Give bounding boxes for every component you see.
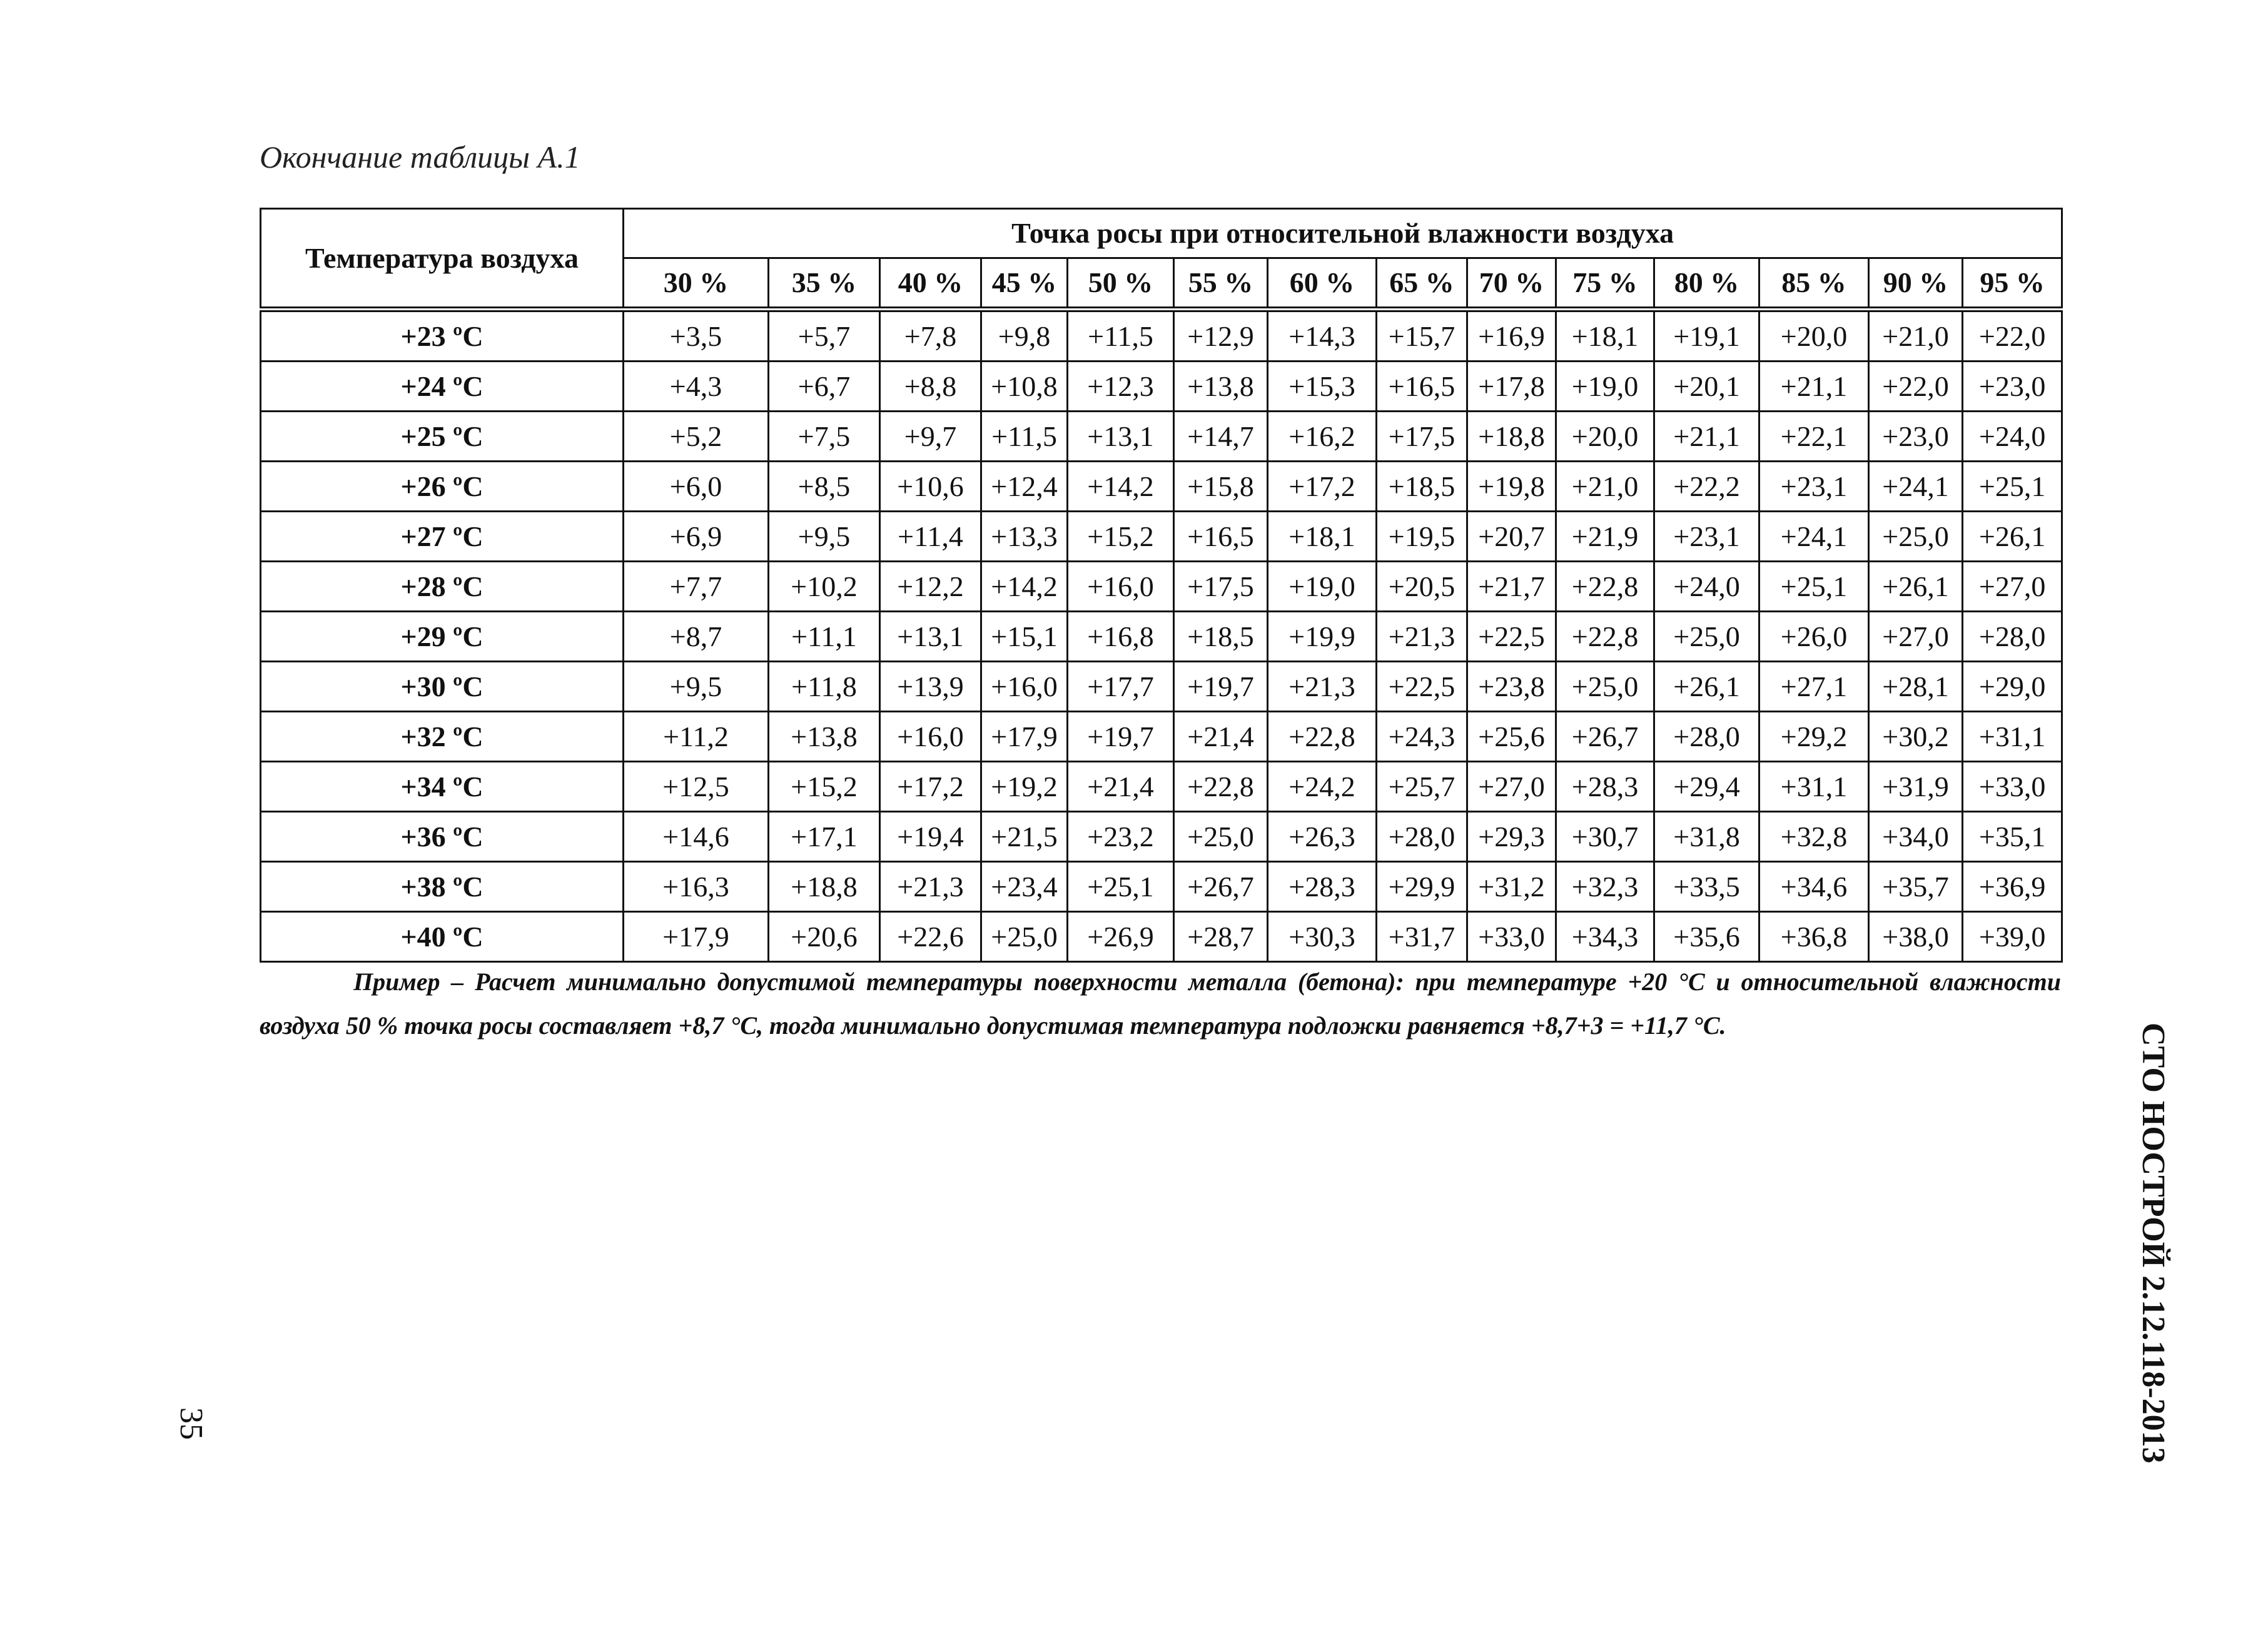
dew-point-cell: +38,0 (1869, 912, 1963, 962)
dew-point-cell: +6,0 (624, 462, 769, 512)
dew-point-cell: +33,5 (1654, 862, 1759, 912)
dew-point-cell: +20,7 (1467, 512, 1556, 562)
dew-point-cell: +27,0 (1963, 562, 2062, 612)
standard-code: СТО НОСТРОЙ 2.12.118-2013 (2135, 1023, 2171, 1464)
air-temperature-cell: +40 ºС (261, 912, 624, 962)
dew-point-cell: +13,1 (880, 612, 981, 662)
dew-point-cell: +13,3 (981, 512, 1068, 562)
dew-point-cell: +15,3 (1268, 362, 1377, 412)
dew-point-cell: +14,2 (981, 562, 1068, 612)
dew-point-cell: +28,0 (1377, 812, 1467, 862)
dew-point-cell: +18,5 (1377, 462, 1467, 512)
dew-point-cell: +22,5 (1467, 612, 1556, 662)
air-temperature-cell: +24 ºС (261, 362, 624, 412)
dew-point-cell: +29,9 (1377, 862, 1467, 912)
table-continuation-caption: Окончание таблицы А.1 (260, 139, 580, 175)
dew-point-cell: +19,4 (880, 812, 981, 862)
dew-point-cell: +35,6 (1654, 912, 1759, 962)
dew-point-cell: +21,4 (1174, 712, 1268, 762)
dew-point-cell: +36,9 (1963, 862, 2062, 912)
dew-point-cell: +22,5 (1377, 662, 1467, 712)
dew-point-cell: +17,5 (1377, 412, 1467, 462)
dew-point-cell: +11,4 (880, 512, 981, 562)
dew-point-cell: +23,8 (1467, 662, 1556, 712)
dew-point-cell: +10,2 (769, 562, 880, 612)
dew-point-cell: +16,3 (624, 862, 769, 912)
air-temperature-header: Температура воздуха (261, 209, 624, 310)
dew-point-cell: +11,5 (981, 412, 1068, 462)
dew-point-cell: +21,3 (880, 862, 981, 912)
dew-point-cell: +22,8 (1556, 612, 1654, 662)
dew-point-cell: +19,5 (1377, 512, 1467, 562)
humidity-column-header: 60 % (1268, 258, 1377, 310)
dew-point-cell: +5,7 (769, 310, 880, 362)
dew-point-cell: +28,3 (1268, 862, 1377, 912)
humidity-column-header: 45 % (981, 258, 1068, 310)
dew-point-cell: +13,8 (769, 712, 880, 762)
dew-point-group-header: Точка росы при относительной влажности воздуха (624, 209, 2062, 258)
dew-point-cell: +24,1 (1869, 462, 1963, 512)
dew-point-cell: +26,0 (1759, 612, 1869, 662)
dew-point-cell: +29,3 (1467, 812, 1556, 862)
dew-point-cell: +13,1 (1068, 412, 1174, 462)
dew-point-cell: +13,8 (1174, 362, 1268, 412)
dew-point-cell: +17,1 (769, 812, 880, 862)
dew-point-cell: +17,8 (1467, 362, 1556, 412)
dew-point-cell: +22,0 (1963, 310, 2062, 362)
dew-point-cell: +22,0 (1869, 362, 1963, 412)
air-temperature-cell: +27 ºС (261, 512, 624, 562)
dew-point-cell: +34,3 (1556, 912, 1654, 962)
dew-point-cell: +22,1 (1759, 412, 1869, 462)
dew-point-cell: +15,2 (1068, 512, 1174, 562)
dew-point-cell: +17,2 (1268, 462, 1377, 512)
humidity-column-header: 55 % (1174, 258, 1268, 310)
dew-point-cell: +7,8 (880, 310, 981, 362)
dew-point-cell: +29,4 (1654, 762, 1759, 812)
dew-point-cell: +19,0 (1268, 562, 1377, 612)
air-temperature-cell: +36 ºС (261, 812, 624, 862)
dew-point-cell: +21,0 (1556, 462, 1654, 512)
dew-point-cell: +33,0 (1963, 762, 2062, 812)
dew-point-cell: +17,5 (1174, 562, 1268, 612)
dew-point-cell: +19,2 (981, 762, 1068, 812)
dew-point-cell: +22,6 (880, 912, 981, 962)
dew-point-cell: +11,5 (1068, 310, 1174, 362)
dew-point-cell: +24,2 (1268, 762, 1377, 812)
dew-point-cell: +8,5 (769, 462, 880, 512)
dew-point-cell: +14,7 (1174, 412, 1268, 462)
dew-point-cell: +23,4 (981, 862, 1068, 912)
dew-point-cell: +25,7 (1377, 762, 1467, 812)
dew-point-cell: +31,7 (1377, 912, 1467, 962)
dew-point-cell: +35,1 (1963, 812, 2062, 862)
dew-point-cell: +16,9 (1467, 310, 1556, 362)
dew-point-cell: +34,0 (1869, 812, 1963, 862)
dew-point-cell: +30,3 (1268, 912, 1377, 962)
humidity-column-header: 80 % (1654, 258, 1759, 310)
table-row (261, 362, 2062, 412)
dew-point-cell: +27,0 (1869, 612, 1963, 662)
dew-point-cell: +18,1 (1268, 512, 1377, 562)
dew-point-cell: +5,2 (624, 412, 769, 462)
table-row (261, 662, 2062, 712)
dew-point-cell: +21,4 (1068, 762, 1174, 812)
dew-point-cell: +9,5 (769, 512, 880, 562)
dew-point-cell: +21,3 (1268, 662, 1377, 712)
dew-point-cell: +25,0 (1174, 812, 1268, 862)
dew-point-cell: +27,0 (1467, 762, 1556, 812)
dew-point-cell: +26,1 (1654, 662, 1759, 712)
dew-point-cell: +13,9 (880, 662, 981, 712)
dew-point-cell: +25,0 (1869, 512, 1963, 562)
dew-point-cell: +36,8 (1759, 912, 1869, 962)
dew-point-cell: +39,0 (1963, 912, 2062, 962)
dew-point-cell: +6,7 (769, 362, 880, 412)
dew-point-cell: +12,2 (880, 562, 981, 612)
dew-point-cell: +31,9 (1869, 762, 1963, 812)
dew-point-cell: +3,5 (624, 310, 769, 362)
dew-point-cell: +30,2 (1869, 712, 1963, 762)
dew-point-cell: +22,2 (1654, 462, 1759, 512)
dew-point-cell: +12,3 (1068, 362, 1174, 412)
dew-point-cell: +15,7 (1377, 310, 1467, 362)
table-body (261, 310, 2062, 962)
dew-point-cell: +31,1 (1759, 762, 1869, 812)
dew-point-cell: +15,2 (769, 762, 880, 812)
dew-point-cell: +14,6 (624, 812, 769, 862)
dew-point-cell: +23,0 (1869, 412, 1963, 462)
humidity-column-header: 30 % (624, 258, 769, 310)
dew-point-cell: +11,1 (769, 612, 880, 662)
dew-point-cell: +19,1 (1654, 310, 1759, 362)
dew-point-cell: +21,9 (1556, 512, 1654, 562)
dew-point-cell: +14,3 (1268, 310, 1377, 362)
table-row (261, 912, 2062, 962)
dew-point-cell: +25,0 (1654, 612, 1759, 662)
air-temperature-cell: +28 ºС (261, 562, 624, 612)
dew-point-cell: +17,2 (880, 762, 981, 812)
dew-point-cell: +9,5 (624, 662, 769, 712)
air-temperature-cell: +29 ºС (261, 612, 624, 662)
dew-point-cell: +10,8 (981, 362, 1068, 412)
dew-point-cell: +16,8 (1068, 612, 1174, 662)
dew-point-cell: +25,1 (1068, 862, 1174, 912)
dew-point-cell: +17,9 (981, 712, 1068, 762)
table-row (261, 812, 2062, 862)
dew-point-cell: +26,1 (1869, 562, 1963, 612)
dew-point-cell: +33,0 (1467, 912, 1556, 962)
humidity-column-header: 90 % (1869, 258, 1963, 310)
dew-point-cell: +16,0 (880, 712, 981, 762)
dew-point-cell: +28,1 (1869, 662, 1963, 712)
dew-point-cell: +15,1 (981, 612, 1068, 662)
humidity-column-header: 50 % (1068, 258, 1174, 310)
dew-point-cell: +28,0 (1963, 612, 2062, 662)
dew-point-cell: +29,2 (1759, 712, 1869, 762)
dew-point-cell: +17,9 (624, 912, 769, 962)
dew-point-cell: +26,1 (1963, 512, 2062, 562)
air-temperature-cell: +38 ºС (261, 862, 624, 912)
dew-point-cell: +25,0 (981, 912, 1068, 962)
dew-point-cell: +12,5 (624, 762, 769, 812)
dew-point-cell: +22,8 (1556, 562, 1654, 612)
dew-point-cell: +20,5 (1377, 562, 1467, 612)
dew-point-cell: +24,0 (1963, 412, 2062, 462)
dew-point-cell: +24,1 (1759, 512, 1869, 562)
dew-point-cell: +12,9 (1174, 310, 1268, 362)
humidity-column-header: 65 % (1377, 258, 1467, 310)
dew-point-cell: +21,0 (1869, 310, 1963, 362)
example-note: Пример – Расчет минимально допустимой температуры поверхности металла (бетона): при температуре +20 °С и относительной влажности воздуха 50 % точка росы составляет +8,7 °С, тогда минимально допустимая температура подложки равняется +8,7+3 = +11,7 °С. (260, 968, 2061, 1040)
dew-point-cell: +25,1 (1963, 462, 2062, 512)
dew-point-cell: +35,7 (1869, 862, 1963, 912)
dew-point-cell: +24,0 (1654, 562, 1759, 612)
table-row (261, 310, 2062, 362)
dew-point-cell: +26,7 (1556, 712, 1654, 762)
table-row (261, 462, 2062, 512)
dew-point-cell: +22,8 (1174, 762, 1268, 812)
air-temperature-cell: +25 ºС (261, 412, 624, 462)
dew-point-cell: +10,6 (880, 462, 981, 512)
air-temperature-cell: +23 ºС (261, 310, 624, 362)
dew-point-cell: +7,7 (624, 562, 769, 612)
air-temperature-cell: +26 ºС (261, 462, 624, 512)
dew-point-cell: +21,1 (1654, 412, 1759, 462)
dew-point-cell: +11,8 (769, 662, 880, 712)
humidity-column-header: 85 % (1759, 258, 1869, 310)
dew-point-cell: +25,6 (1467, 712, 1556, 762)
dew-point-cell: +19,8 (1467, 462, 1556, 512)
dew-point-cell: +12,4 (981, 462, 1068, 512)
dew-point-cell: +29,0 (1963, 662, 2062, 712)
dew-point-cell: +32,3 (1556, 862, 1654, 912)
dew-point-cell: +6,9 (624, 512, 769, 562)
dew-point-cell: +31,1 (1963, 712, 2062, 762)
air-temperature-cell: +30 ºС (261, 662, 624, 712)
air-temperature-cell: +32 ºС (261, 712, 624, 762)
dew-point-cell: +31,8 (1654, 812, 1759, 862)
table-row (261, 762, 2062, 812)
dew-point-cell: +23,0 (1963, 362, 2062, 412)
dew-point-cell: +17,7 (1068, 662, 1174, 712)
dew-point-cell: +30,7 (1556, 812, 1654, 862)
dew-point-cell: +23,1 (1759, 462, 1869, 512)
dew-point-cell: +28,0 (1654, 712, 1759, 762)
dew-point-cell: +27,1 (1759, 662, 1869, 712)
humidity-column-header: 35 % (769, 258, 880, 310)
dew-point-cell: +16,5 (1377, 362, 1467, 412)
table-row (261, 412, 2062, 462)
dew-point-cell: +16,2 (1268, 412, 1377, 462)
dew-point-cell: +24,3 (1377, 712, 1467, 762)
dew-point-cell: +9,8 (981, 310, 1068, 362)
dew-point-cell: +19,7 (1068, 712, 1174, 762)
dew-point-cell: +28,3 (1556, 762, 1654, 812)
dew-point-cell: +21,3 (1377, 612, 1467, 662)
table-row (261, 612, 2062, 662)
dew-point-cell: +8,7 (624, 612, 769, 662)
dew-point-cell: +26,3 (1268, 812, 1377, 862)
dew-point-cell: +9,7 (880, 412, 981, 462)
dew-point-cell: +20,0 (1556, 412, 1654, 462)
dew-point-cell: +16,0 (1068, 562, 1174, 612)
dew-point-cell: +22,8 (1268, 712, 1377, 762)
table-row (261, 562, 2062, 612)
dew-point-cell: +4,3 (624, 362, 769, 412)
dew-point-cell: +8,8 (880, 362, 981, 412)
dew-point-cell: +23,2 (1068, 812, 1174, 862)
humidity-column-header: 95 % (1963, 258, 2062, 310)
dew-point-cell: +18,8 (769, 862, 880, 912)
dew-point-cell: +34,6 (1759, 862, 1869, 912)
dew-point-cell: +18,5 (1174, 612, 1268, 662)
humidity-column-header: 40 % (880, 258, 981, 310)
dew-point-cell: +18,1 (1556, 310, 1654, 362)
dew-point-cell: +19,9 (1268, 612, 1377, 662)
dew-point-cell: +21,5 (981, 812, 1068, 862)
dew-point-cell: +28,7 (1174, 912, 1268, 962)
dew-point-cell: +20,6 (769, 912, 880, 962)
dew-point-cell: +25,1 (1759, 562, 1869, 612)
dew-point-cell: +26,9 (1068, 912, 1174, 962)
air-temperature-cell: +34 ºС (261, 762, 624, 812)
dew-point-cell: +20,0 (1759, 310, 1869, 362)
dew-point-cell: +16,0 (981, 662, 1068, 712)
dew-point-cell: +18,8 (1467, 412, 1556, 462)
table-row (261, 712, 2062, 762)
dew-point-cell: +14,2 (1068, 462, 1174, 512)
dew-point-cell: +16,5 (1174, 512, 1268, 562)
humidity-column-header: 70 % (1467, 258, 1556, 310)
dew-point-cell: +19,0 (1556, 362, 1654, 412)
table-row (261, 512, 2062, 562)
dew-point-cell: +15,8 (1174, 462, 1268, 512)
dew-point-cell: +7,5 (769, 412, 880, 462)
dew-point-cell: +31,2 (1467, 862, 1556, 912)
dew-point-cell: +19,7 (1174, 662, 1268, 712)
dew-point-cell: +32,8 (1759, 812, 1869, 862)
dew-point-table (260, 208, 2063, 963)
dew-point-cell: +21,1 (1759, 362, 1869, 412)
page-number: 35 (173, 1407, 209, 1440)
dew-point-cell: +25,0 (1556, 662, 1654, 712)
dew-point-cell: +23,1 (1654, 512, 1759, 562)
table-row (261, 862, 2062, 912)
dew-point-cell: +26,7 (1174, 862, 1268, 912)
dew-point-cell: +11,2 (624, 712, 769, 762)
dew-point-cell: +21,7 (1467, 562, 1556, 612)
dew-point-cell: +20,1 (1654, 362, 1759, 412)
humidity-column-header: 75 % (1556, 258, 1654, 310)
